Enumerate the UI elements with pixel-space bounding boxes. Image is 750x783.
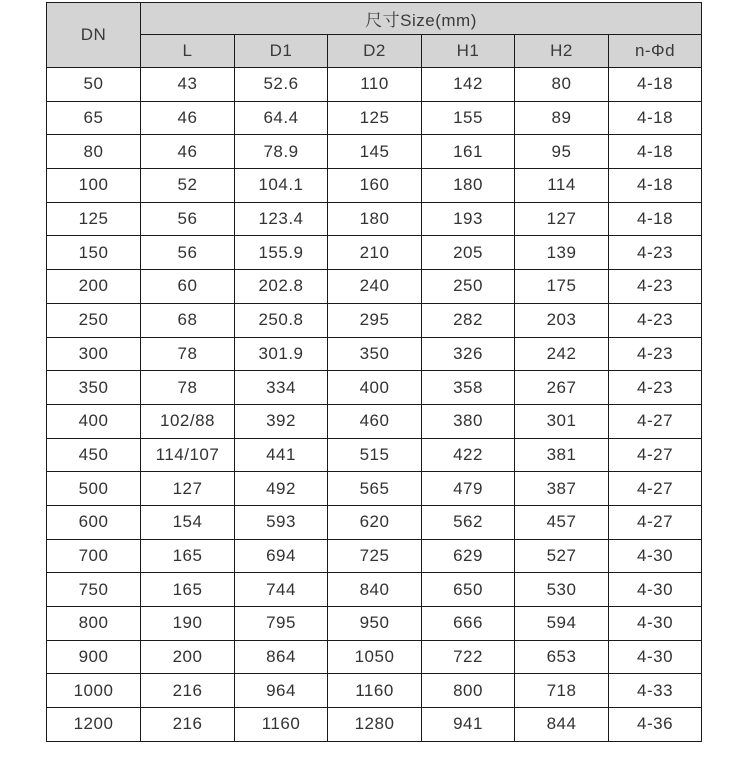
cell-dn: 125 [47, 202, 141, 236]
cell-n-phi-d: 4-18 [609, 135, 702, 169]
cell-n-phi-d: 4-33 [609, 674, 702, 708]
cell-n-phi-d: 4-23 [609, 270, 702, 304]
cell-l: 68 [141, 303, 235, 337]
cell-h1: 193 [422, 202, 515, 236]
cell-h1: 800 [422, 674, 515, 708]
cell-h1: 205 [422, 236, 515, 270]
dn-header: DN [47, 3, 141, 68]
cell-d1: 334 [235, 371, 328, 405]
cell-l: 56 [141, 236, 235, 270]
cell-h2: 203 [515, 303, 609, 337]
cell-h1: 250 [422, 270, 515, 304]
column-header-h2: H2 [515, 35, 609, 68]
column-header-d2: D2 [328, 35, 422, 68]
table-row [47, 101, 702, 135]
cell-h1: 941 [422, 708, 515, 742]
cell-d2: 565 [328, 472, 422, 506]
cell-dn: 1200 [47, 708, 141, 742]
cell-h2: 89 [515, 101, 609, 135]
cell-dn: 900 [47, 640, 141, 674]
cell-h2: 95 [515, 135, 609, 169]
table-row [47, 674, 702, 708]
cell-n-phi-d: 4-18 [609, 101, 702, 135]
cell-h1: 180 [422, 169, 515, 203]
cell-dn: 250 [47, 303, 141, 337]
cell-n-phi-d: 4-27 [609, 472, 702, 506]
cell-n-phi-d: 4-27 [609, 505, 702, 539]
cell-d1: 795 [235, 607, 328, 641]
cell-l: 200 [141, 640, 235, 674]
cell-l: 165 [141, 573, 235, 607]
cell-d2: 515 [328, 438, 422, 472]
cell-l: 56 [141, 202, 235, 236]
cell-h2: 594 [515, 607, 609, 641]
cell-h1: 629 [422, 539, 515, 573]
cell-dn: 350 [47, 371, 141, 405]
cell-d1: 392 [235, 404, 328, 438]
cell-h1: 358 [422, 371, 515, 405]
cell-dn: 600 [47, 505, 141, 539]
cell-n-phi-d: 4-36 [609, 708, 702, 742]
cell-d1: 964 [235, 674, 328, 708]
cell-l: 127 [141, 472, 235, 506]
cell-d2: 110 [328, 68, 422, 102]
cell-dn: 400 [47, 404, 141, 438]
table-row [47, 505, 702, 539]
cell-dn: 700 [47, 539, 141, 573]
column-header-d1: D1 [235, 35, 328, 68]
table-row [47, 573, 702, 607]
table-row [47, 539, 702, 573]
cell-d2: 210 [328, 236, 422, 270]
cell-d1: 441 [235, 438, 328, 472]
cell-h1: 380 [422, 404, 515, 438]
cell-n-phi-d: 4-23 [609, 236, 702, 270]
cell-d1: 123.4 [235, 202, 328, 236]
cell-h2: 301 [515, 404, 609, 438]
cell-l: 46 [141, 135, 235, 169]
cell-h1: 650 [422, 573, 515, 607]
cell-d2: 240 [328, 270, 422, 304]
cell-l: 46 [141, 101, 235, 135]
cell-d2: 145 [328, 135, 422, 169]
cell-dn: 150 [47, 236, 141, 270]
table-row [47, 169, 702, 203]
cell-dn: 200 [47, 270, 141, 304]
cell-dn: 500 [47, 472, 141, 506]
cell-h2: 139 [515, 236, 609, 270]
table-row [47, 708, 702, 742]
cell-n-phi-d: 4-23 [609, 303, 702, 337]
cell-d1: 64.4 [235, 101, 328, 135]
cell-dn: 750 [47, 573, 141, 607]
cell-d1: 744 [235, 573, 328, 607]
table-row [47, 472, 702, 506]
cell-d1: 52.6 [235, 68, 328, 102]
cell-d2: 840 [328, 573, 422, 607]
cell-d1: 492 [235, 472, 328, 506]
dimension-table [46, 2, 702, 742]
table-header [47, 3, 702, 68]
cell-d2: 1160 [328, 674, 422, 708]
cell-h1: 155 [422, 101, 515, 135]
cell-d2: 180 [328, 202, 422, 236]
cell-l: 165 [141, 539, 235, 573]
cell-dn: 65 [47, 101, 141, 135]
cell-h2: 457 [515, 505, 609, 539]
cell-h2: 175 [515, 270, 609, 304]
cell-d2: 295 [328, 303, 422, 337]
cell-h2: 387 [515, 472, 609, 506]
cell-h2: 114 [515, 169, 609, 203]
table-row [47, 640, 702, 674]
cell-dn: 80 [47, 135, 141, 169]
cell-h1: 142 [422, 68, 515, 102]
cell-l: 216 [141, 674, 235, 708]
cell-d1: 78.9 [235, 135, 328, 169]
size-group-header: 尺寸Size(mm) [141, 3, 702, 35]
cell-dn: 100 [47, 169, 141, 203]
cell-h1: 161 [422, 135, 515, 169]
column-header-n-phi-d: n-Φd [609, 35, 702, 68]
header-row-columns [47, 35, 702, 68]
cell-d2: 725 [328, 539, 422, 573]
cell-h2: 267 [515, 371, 609, 405]
cell-l: 114/107 [141, 438, 235, 472]
cell-d2: 620 [328, 505, 422, 539]
cell-d2: 1050 [328, 640, 422, 674]
cell-dn: 300 [47, 337, 141, 371]
cell-d2: 125 [328, 101, 422, 135]
cell-d1: 1160 [235, 708, 328, 742]
table-row [47, 337, 702, 371]
cell-d1: 864 [235, 640, 328, 674]
cell-l: 154 [141, 505, 235, 539]
cell-n-phi-d: 4-30 [609, 607, 702, 641]
table-row [47, 135, 702, 169]
cell-l: 78 [141, 371, 235, 405]
cell-d2: 460 [328, 404, 422, 438]
cell-h1: 422 [422, 438, 515, 472]
cell-h2: 718 [515, 674, 609, 708]
cell-l: 102/88 [141, 404, 235, 438]
cell-h2: 127 [515, 202, 609, 236]
cell-h1: 562 [422, 505, 515, 539]
cell-d2: 1280 [328, 708, 422, 742]
cell-d1: 694 [235, 539, 328, 573]
cell-d1: 202.8 [235, 270, 328, 304]
cell-h2: 527 [515, 539, 609, 573]
table-row [47, 371, 702, 405]
cell-d1: 593 [235, 505, 328, 539]
cell-d1: 250.8 [235, 303, 328, 337]
cell-h1: 326 [422, 337, 515, 371]
cell-n-phi-d: 4-23 [609, 337, 702, 371]
cell-h2: 530 [515, 573, 609, 607]
cell-d1: 155.9 [235, 236, 328, 270]
table-row [47, 68, 702, 102]
table-body [47, 68, 702, 742]
cell-h2: 80 [515, 68, 609, 102]
cell-l: 190 [141, 607, 235, 641]
cell-dn: 1000 [47, 674, 141, 708]
cell-n-phi-d: 4-30 [609, 573, 702, 607]
cell-l: 216 [141, 708, 235, 742]
table-row [47, 303, 702, 337]
cell-n-phi-d: 4-30 [609, 539, 702, 573]
cell-h2: 242 [515, 337, 609, 371]
cell-n-phi-d: 4-18 [609, 202, 702, 236]
cell-dn: 50 [47, 68, 141, 102]
table-row [47, 202, 702, 236]
table-row [47, 270, 702, 304]
cell-h1: 722 [422, 640, 515, 674]
table-row [47, 607, 702, 641]
cell-d2: 400 [328, 371, 422, 405]
cell-n-phi-d: 4-30 [609, 640, 702, 674]
cell-d1: 301.9 [235, 337, 328, 371]
table-row [47, 404, 702, 438]
cell-h2: 653 [515, 640, 609, 674]
cell-n-phi-d: 4-27 [609, 404, 702, 438]
cell-l: 78 [141, 337, 235, 371]
table-row [47, 438, 702, 472]
cell-h1: 666 [422, 607, 515, 641]
cell-h1: 282 [422, 303, 515, 337]
cell-l: 43 [141, 68, 235, 102]
cell-l: 52 [141, 169, 235, 203]
cell-n-phi-d: 4-18 [609, 68, 702, 102]
cell-d2: 350 [328, 337, 422, 371]
cell-h2: 381 [515, 438, 609, 472]
cell-n-phi-d: 4-23 [609, 371, 702, 405]
cell-d2: 950 [328, 607, 422, 641]
table-row [47, 236, 702, 270]
cell-d1: 104.1 [235, 169, 328, 203]
cell-h1: 479 [422, 472, 515, 506]
cell-dn: 800 [47, 607, 141, 641]
cell-h2: 844 [515, 708, 609, 742]
cell-n-phi-d: 4-18 [609, 169, 702, 203]
cell-l: 60 [141, 270, 235, 304]
cell-n-phi-d: 4-27 [609, 438, 702, 472]
cell-d2: 160 [328, 169, 422, 203]
column-header-l: L [141, 35, 235, 68]
cell-dn: 450 [47, 438, 141, 472]
column-header-h1: H1 [422, 35, 515, 68]
header-row-group [47, 3, 702, 35]
